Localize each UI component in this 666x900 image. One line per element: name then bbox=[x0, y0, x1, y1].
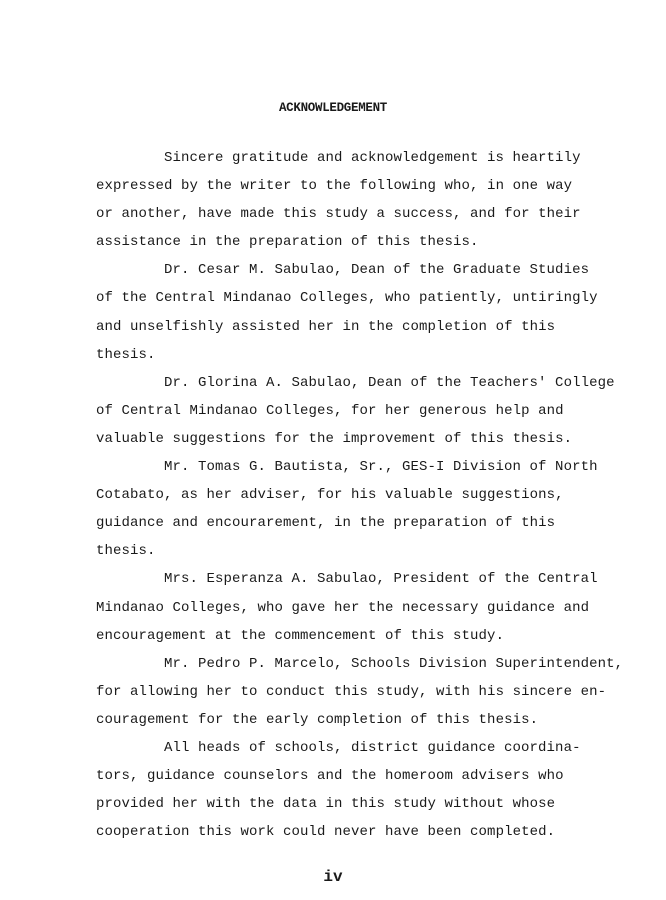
paragraph-esperanza-sabulao: Mrs. Esperanza A. Sabulao, President of the Central Mindanao Colleges, who gave her the necessary guidance and encouragement at the commencement of this study. bbox=[96, 571, 598, 644]
acknowledgement-body bbox=[96, 144, 626, 846]
paragraph-cesar-sabulao: Dr. Cesar M. Sabulao, Dean of the Graduate Studies of the Central Mindanao Colleges, who patiently, untiringly and unselfishly assisted her in the completion of this thesis. bbox=[96, 262, 598, 363]
paragraph-tomas-bautista: Mr. Tomas G. Bautista, Sr., GES-I Division of North Cotabato, as her adviser, for his valuable suggestions, guidance and encourarement, in the preparation of this thesis. bbox=[96, 459, 598, 560]
page-title: ACKNOWLEDGEMENT bbox=[278, 101, 388, 115]
paragraph-heads-of-schools: All heads of schools, district guidance coordina- tors, guidance counselors and the homeroom advisers who provided her with the data in this study without whose cooperation this work could never have been completed. bbox=[96, 739, 581, 841]
paragraph-glorina-sabulao: Dr. Glorina A. Sabulao, Dean of the Teachers' College of Central Mindanao Colleges, for her generous help and valuable suggestions for the improvement of this thesis. bbox=[96, 374, 615, 447]
paragraph-pedro-marcelo: Mr. Pedro P. Marcelo, Schools Division Superintendent, for allowing her to conduct this study, with his sincere en- couragement for the early completion of this thesis. bbox=[96, 655, 624, 728]
page-number: iv bbox=[323, 868, 343, 886]
paragraph-intro: Sincere gratitude and acknowledgement is heartily expressed by the writer to the following who, in one way or another, have made this study a success, and for their assistance in the preparation of this thesis. bbox=[96, 150, 581, 251]
